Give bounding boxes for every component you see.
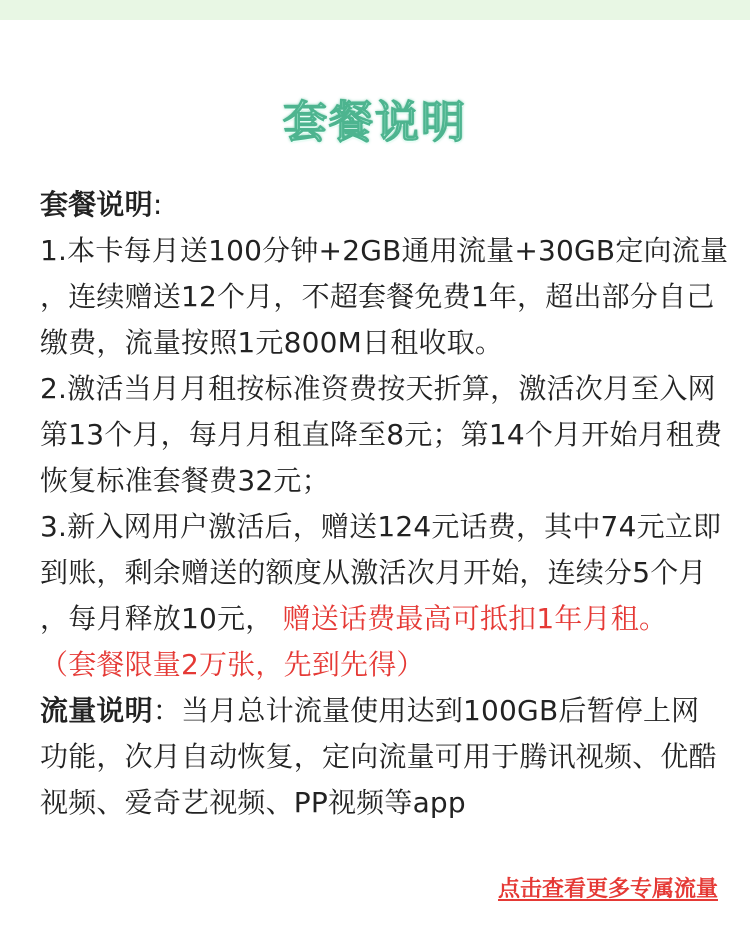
description-line-8: 到账，剩余赠送的额度从激活次月开始，连续分5个月: [40, 556, 707, 589]
title-wrap: [0, 86, 750, 150]
description-line-7: 3.新入网用户激活后，赠送124元话费，其中74元立即: [40, 510, 722, 543]
top-banner: [0, 0, 750, 20]
monthly-release-text: ，每月释放10元，: [40, 602, 274, 635]
more-traffic-link[interactable]: 点击查看更多专属流量: [497, 877, 718, 902]
description-line-6: 恢复标准套餐费32元；: [40, 464, 330, 497]
traffic-info-line-1: [40, 688, 720, 734]
traffic-text-1: ：当月总计流量使用达到100GB后暂停上网: [152, 694, 700, 727]
section-heading-colon: :: [152, 188, 163, 221]
section-heading: 套餐说明: [40, 188, 153, 221]
description-line-2: ，连续赠送12个月，不超套餐免费1年，超出部分自己: [40, 280, 715, 313]
limit-note: （套餐限量2万张，先到先得）: [40, 648, 425, 681]
traffic-heading: 流量说明: [40, 694, 153, 727]
description-line-1: 1.本卡每月送100分钟+2GB通用流量+30GB定向流量: [40, 234, 729, 267]
section-heading-line: [40, 182, 720, 228]
page-title: 套餐说明: [283, 97, 467, 148]
description-line-4: 2.激活当月月租按标准资费按天折算，激活次月至入网: [40, 372, 716, 405]
description-line-5: 第13个月，每月月租直降至8元；第14个月开始月租费: [40, 418, 723, 451]
description-line-3: 缴费，流量按照1元800M日租收取。: [40, 326, 504, 359]
traffic-info-line-2: 功能，次月自动恢复，定向流量可用于腾讯视频、优酷: [40, 740, 717, 773]
description-line-9: [40, 596, 720, 642]
highlight-text: 赠送话费最高可抵扣1年月租。: [282, 602, 668, 635]
traffic-info-line-3: 视频、爱奇艺视频、PP视频等app: [40, 786, 466, 819]
plan-description: [40, 182, 729, 826]
